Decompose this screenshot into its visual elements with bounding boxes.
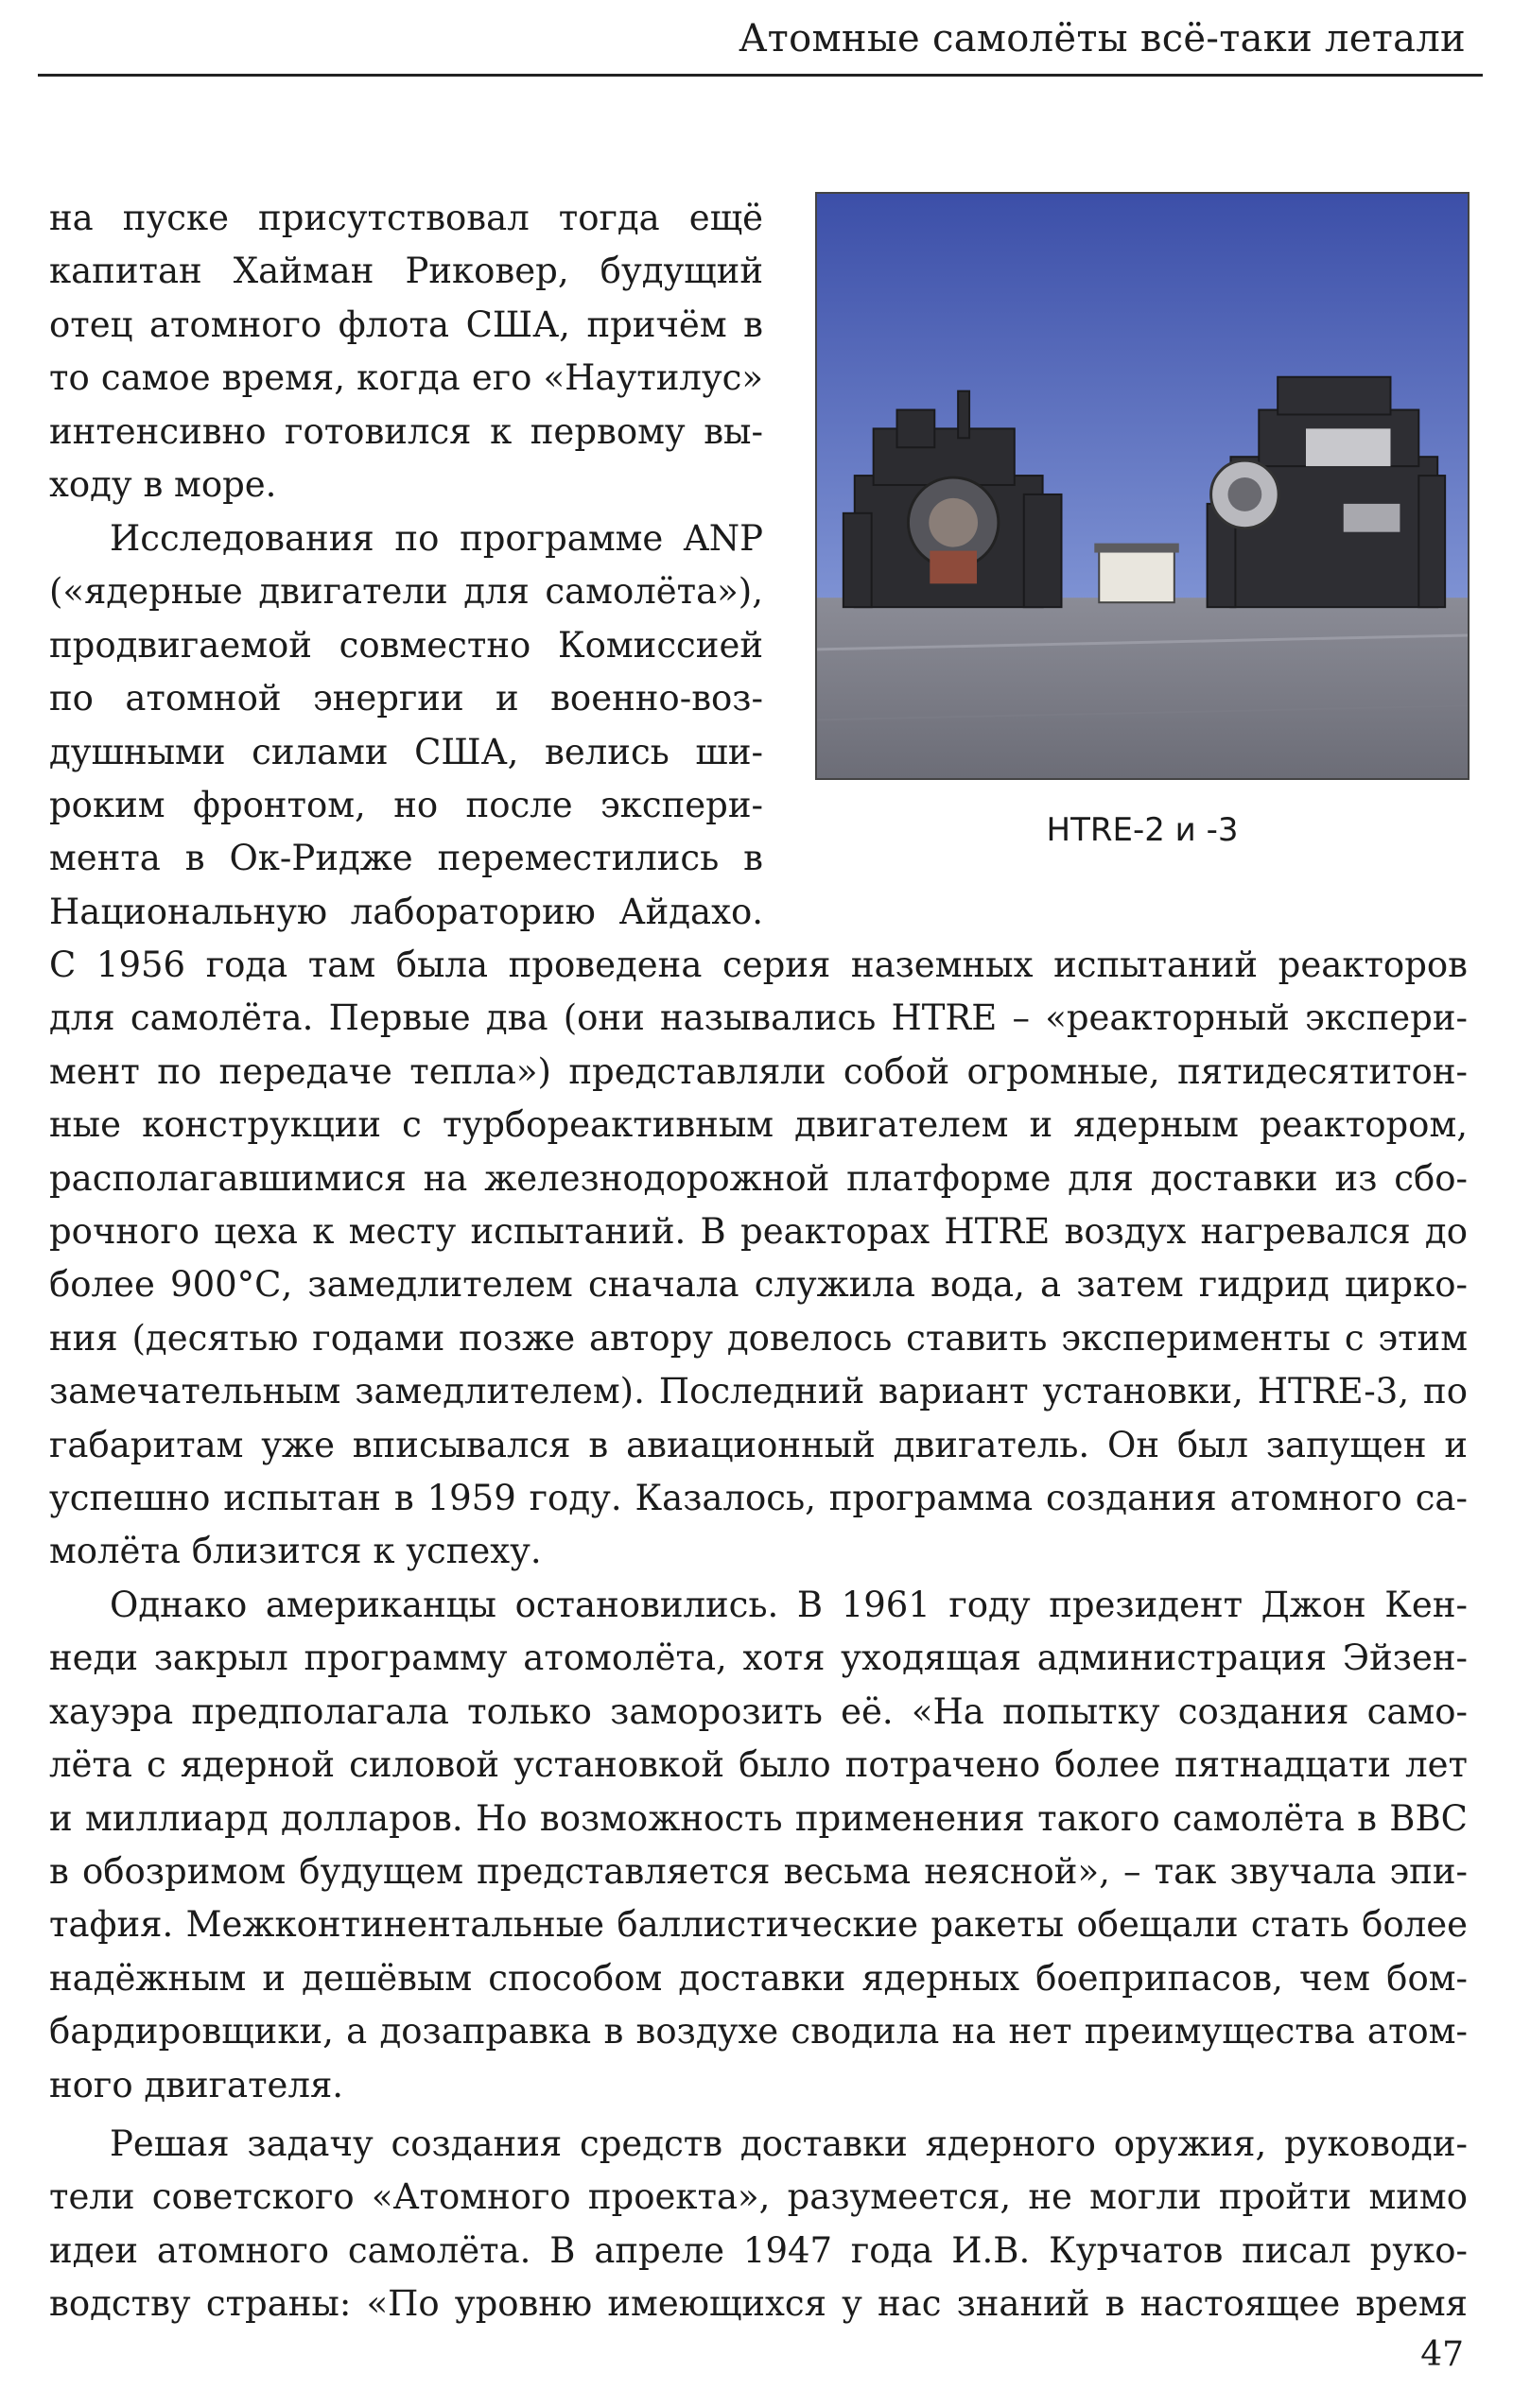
text-line: водству страны: «По уровню имеющихся у нас знаний в настоящее время <box>49 2283 1468 2325</box>
paragraph-4 <box>49 1579 1468 2112</box>
text-line: в обозримом будущем представляется весьма неясной», – так звучала эпи- <box>49 1851 1468 1893</box>
text-line: надёжным и дешёвым способом доставки ядерных боеприпасов, чем бом- <box>49 1957 1468 1999</box>
text-line: успешно испытан в 1959 году. Казалось, программа создания атомного са- <box>49 1478 1468 1519</box>
text-line: мента в Ок-Ридже переместились в <box>49 838 763 879</box>
paragraph-1 <box>49 192 763 511</box>
text-line: идеи атомного самолёта. В апреле 1947 года И.В. Курчатов писал руко- <box>49 2229 1468 2271</box>
text-line: отец атомного флота США, причём в <box>49 303 763 345</box>
text-line: лёта с ядерной силовой установкой было потрачено более пятнадцати лет <box>49 1744 1468 1786</box>
text-line: хауэра предполагала только заморозить её. «На попытку создания само- <box>49 1690 1468 1732</box>
text-line: для самолёта. Первые два (они назывались HTRE – «реакторный экспери- <box>49 997 1468 1039</box>
text-line: ходу в море. <box>49 464 277 506</box>
text-line: на пуске присутствовал тогда ещё <box>49 198 763 238</box>
text-line: ного двигателя. <box>49 2064 344 2105</box>
text-line: по атомной энергии и военно-воз- <box>49 678 763 719</box>
text-line: ния (десятью годами позже автору довелось ставить эксперименты с этим <box>49 1317 1468 1359</box>
running-title: Атомные самолёты всё-таки летали <box>739 17 1466 61</box>
text-line: душными силами США, велись ши- <box>49 731 763 772</box>
text-line: располагавшимися на железнодорожной платформе для доставки из сбо- <box>49 1157 1468 1199</box>
text-line: тафия. Межконтинентальные баллистические ракеты обещали стать более <box>49 1904 1468 1946</box>
figure-caption: HTRE-2 и -3 <box>1046 811 1239 849</box>
text-line: («ядерные двигатели для самолёта»), <box>49 571 763 613</box>
text-line: ные конструкции с турбореактивным двигателем и ядерным реактором, <box>49 1104 1468 1146</box>
text-line: Решая задачу создания средств доставки ядерного оружия, руководи- <box>110 2123 1468 2164</box>
text-line: продвигаемой совместно Комиссией <box>49 624 763 666</box>
text-line: Исследования по программе ANP <box>110 518 763 559</box>
paragraph-2 <box>49 512 763 939</box>
paragraph-5 <box>49 2118 1468 2331</box>
text-line: С 1956 года там была проведена серия наземных испытаний реакторов <box>49 944 1468 985</box>
paragraph-3 <box>49 939 1468 1579</box>
text-line: капитан Хайман Риковер, будущий <box>49 251 763 292</box>
page-number: 47 <box>1420 2335 1464 2374</box>
text-line: Национальную лабораторию Айдахо. <box>49 891 763 932</box>
text-line: бардировщики, а дозаправка в воздухе сводила на нет преимущества атом- <box>49 2011 1468 2053</box>
text-line: то самое время, когда его «Наутилус» <box>49 357 763 399</box>
header-rule <box>38 74 1483 77</box>
htre-photo-drawing <box>817 194 1468 778</box>
text-line: более 900°С, замедлителем сначала служила вода, а затем гидрид цирко- <box>49 1264 1468 1306</box>
text-line: рочного цеха к месту испытаний. В реакторах HTRE воздух нагревался до <box>49 1211 1468 1253</box>
text-line: интенсивно готовился к первому вы- <box>49 410 763 452</box>
text-line: неди закрыл программу атомолёта, хотя уходящая администрация Эйзен- <box>49 1637 1468 1679</box>
htre-photo <box>815 192 1470 780</box>
text-line: роким фронтом, но после экспери- <box>49 785 763 826</box>
text-line: габаритам уже вписывался в авиационный двигатель. Он был запущен и <box>49 1424 1468 1465</box>
text-line: тели советского «Атомного проекта», разумеется, не могли пройти мимо <box>49 2176 1468 2218</box>
text-line: замечательным замедлителем). Последний вариант установки, HTRE-3, по <box>49 1371 1468 1412</box>
text-line: молёта близится к успеху. <box>49 1531 542 1572</box>
text-line: мент по передаче тепла») представляли собой огромные, пятидесятитон- <box>49 1050 1468 1092</box>
text-line: Однако американцы остановились. В 1961 году президент Джон Кен- <box>110 1585 1468 1625</box>
text-line: и миллиард долларов. Но возможность применения такого самолёта в ВВС <box>49 1797 1468 1839</box>
